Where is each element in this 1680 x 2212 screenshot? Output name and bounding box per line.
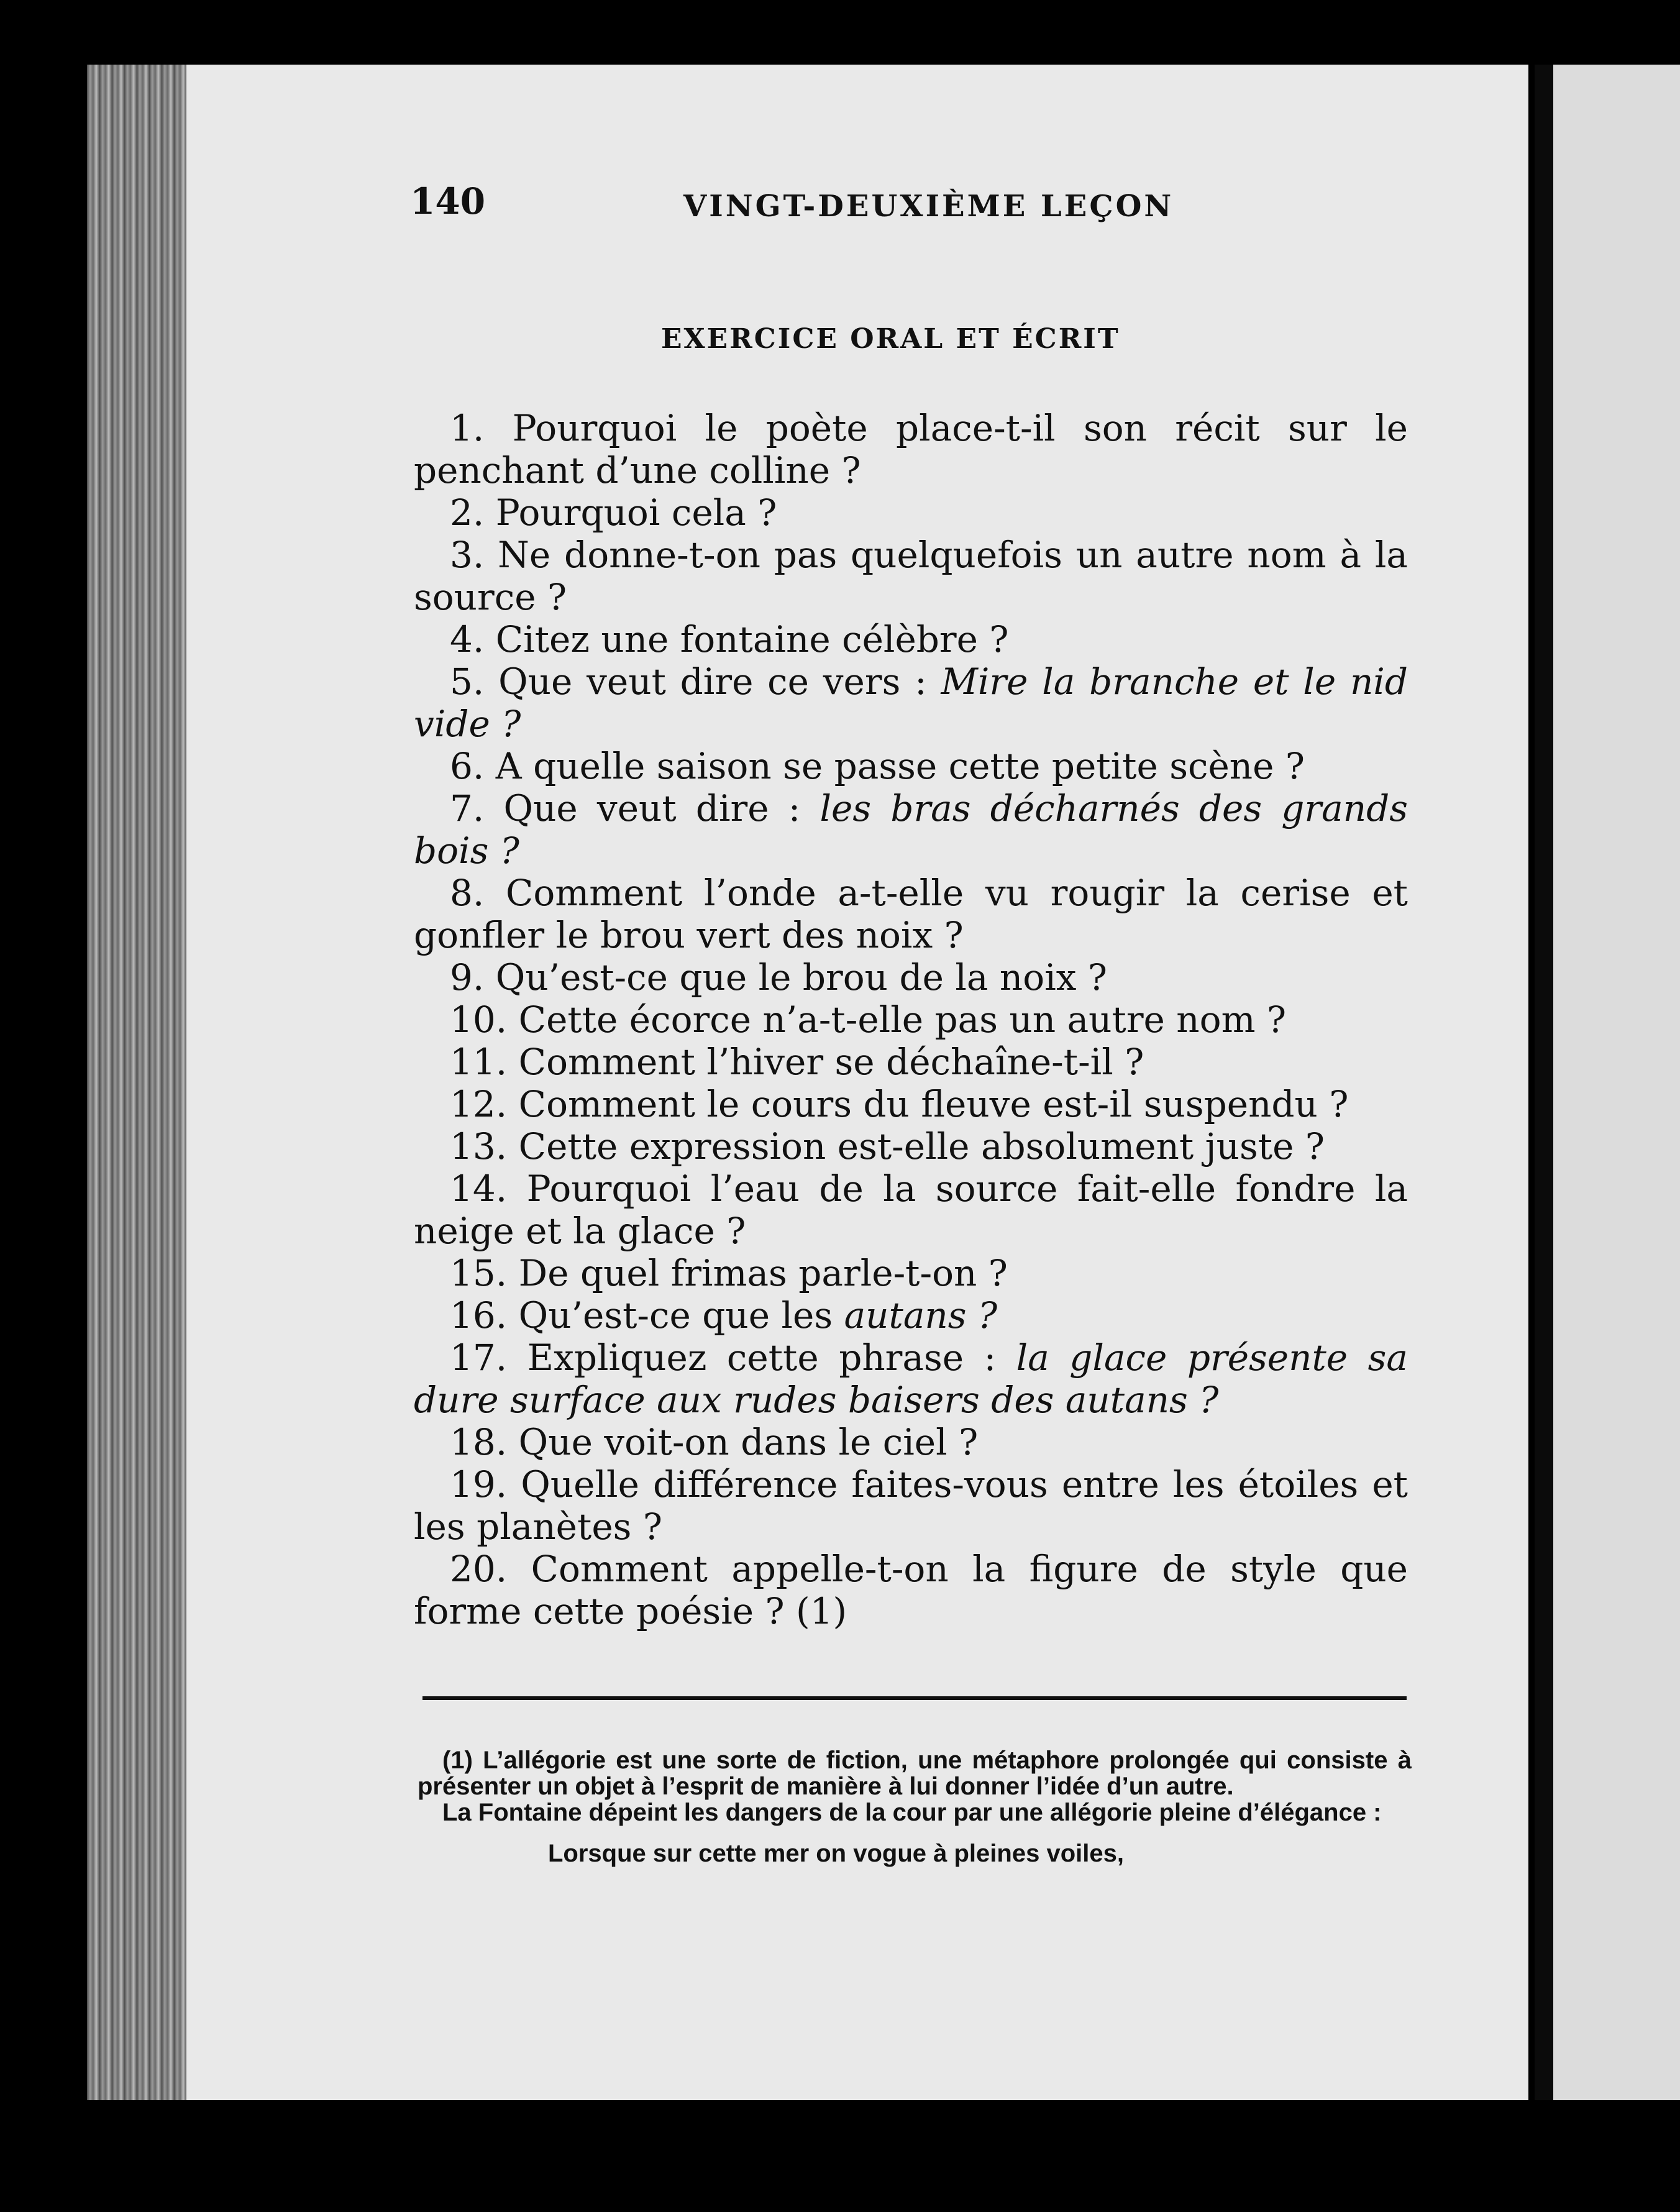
- question-number: 4.: [450, 618, 485, 660]
- question-item: [414, 1252, 1408, 1294]
- question-item: [414, 1041, 1408, 1083]
- question-number: 19.: [450, 1463, 508, 1506]
- question-list: [414, 407, 1408, 1632]
- question-text: Comment l’hiver se déchaîne-t-il ?: [507, 1041, 1144, 1083]
- question-item: [414, 1463, 1408, 1548]
- question-text: Comment appelle-t-on la figure de style que forme cette poésie ? (1): [414, 1548, 1408, 1632]
- question-number: 1.: [450, 407, 485, 449]
- question-text: Pourquoi l’eau de la source fait-elle fondre la neige et la glace ?: [414, 1168, 1408, 1252]
- footnote-divider: [422, 1696, 1407, 1700]
- question-number: 17.: [450, 1337, 508, 1379]
- question-number: 14.: [450, 1168, 508, 1210]
- question-text: Cette expression est-elle absolument juste ?: [507, 1125, 1325, 1168]
- question-text: Expliquez cette phrase :: [507, 1337, 1016, 1379]
- question-text: Ne donne-t-on pas quelquefois un autre nom à la source ?: [414, 534, 1408, 618]
- question-text: Qu’est-ce que les: [507, 1294, 844, 1337]
- page-edge-stack: [87, 65, 193, 2100]
- question-text: Que veut dire :: [484, 787, 820, 830]
- question-text: Pourquoi cela ?: [484, 491, 777, 534]
- question-text: Comment l’onde a-t-elle vu rougir la cerise et gonfler le brou vert des noix ?: [414, 872, 1408, 956]
- question-number: 12.: [450, 1083, 508, 1125]
- question-number: 18.: [450, 1421, 508, 1463]
- question-text: Quelle différence faites-vous entre les étoiles et les planètes ?: [414, 1463, 1408, 1548]
- question-quotation: autans ?: [844, 1294, 998, 1337]
- question-item: [414, 660, 1408, 745]
- facing-page-edge: [1553, 65, 1680, 2100]
- question-item: [414, 872, 1408, 956]
- question-quotation: Mire la branche et le nid vide ?: [414, 660, 1408, 745]
- footnote-example-intro: La Fontaine dépeint les dangers de la cour par une allégorie pleine d’élégance :: [442, 1799, 1382, 1826]
- question-number: 2.: [450, 491, 485, 534]
- question-text: Pourquoi le poète place-t-il son récit sur le penchant d’une colline ?: [414, 407, 1408, 491]
- question-item: [414, 1168, 1408, 1252]
- footnote-verse: Lorsque sur cette mer on vogue à pleines voiles,: [548, 1840, 1124, 1867]
- footnote-definition: (1) L’allégorie est une sorte de fiction, une métaphore prolongée qui consiste à présenter un objet à l’esprit de manière à lui donner l’idée d’un autre.: [418, 1747, 1412, 1800]
- question-item: [414, 1083, 1408, 1125]
- question-item: [414, 491, 1408, 534]
- question-text: Cette écorce n’a-t-elle pas un autre nom ?: [507, 999, 1287, 1041]
- question-item: [414, 618, 1408, 660]
- question-number: 10.: [450, 999, 508, 1041]
- question-text: Comment le cours du fleuve est-il suspendu ?: [507, 1083, 1349, 1125]
- footnote: [418, 1747, 1412, 1867]
- question-number: 16.: [450, 1294, 508, 1337]
- question-item: [414, 956, 1408, 999]
- question-item: [414, 407, 1408, 491]
- question-item: [414, 534, 1408, 618]
- question-text: Que voit-on dans le ciel ?: [507, 1421, 979, 1463]
- running-head: VINGT-DEUXIÈME LEÇON: [683, 189, 1174, 224]
- question-text: Citez une fontaine célèbre ?: [484, 618, 1009, 660]
- question-text: A quelle saison se passe cette petite scène ?: [484, 745, 1305, 787]
- question-item: [414, 1125, 1408, 1168]
- question-number: 3.: [450, 534, 485, 576]
- page-number: 140: [410, 180, 486, 222]
- question-item: [414, 1421, 1408, 1463]
- question-item: [414, 999, 1408, 1041]
- section-title: EXERCICE ORAL ET ÉCRIT: [661, 323, 1120, 355]
- question-number: 9.: [450, 956, 485, 999]
- question-number: 6.: [450, 745, 485, 787]
- question-item: [414, 1337, 1408, 1421]
- question-quotation: la glace présente sa dure surface aux rudes baisers des autans ?: [414, 1337, 1408, 1421]
- question-text: Qu’est-ce que le brou de la noix ?: [484, 956, 1107, 999]
- question-number: 13.: [450, 1125, 508, 1168]
- question-item: [414, 1294, 1408, 1337]
- question-item: [414, 745, 1408, 787]
- question-number: 7.: [450, 787, 485, 830]
- question-item: [414, 1548, 1408, 1632]
- question-number: 20.: [450, 1548, 508, 1590]
- question-number: 8.: [450, 872, 485, 914]
- question-text: Que veut dire ce vers :: [484, 660, 941, 703]
- question-text: De quel frimas parle-t-on ?: [507, 1252, 1008, 1294]
- question-item: [414, 787, 1408, 872]
- question-number: 15.: [450, 1252, 508, 1294]
- question-number: 5.: [450, 660, 485, 703]
- question-quotation: les bras décharnés des grands bois ?: [414, 787, 1408, 872]
- question-number: 11.: [450, 1041, 508, 1083]
